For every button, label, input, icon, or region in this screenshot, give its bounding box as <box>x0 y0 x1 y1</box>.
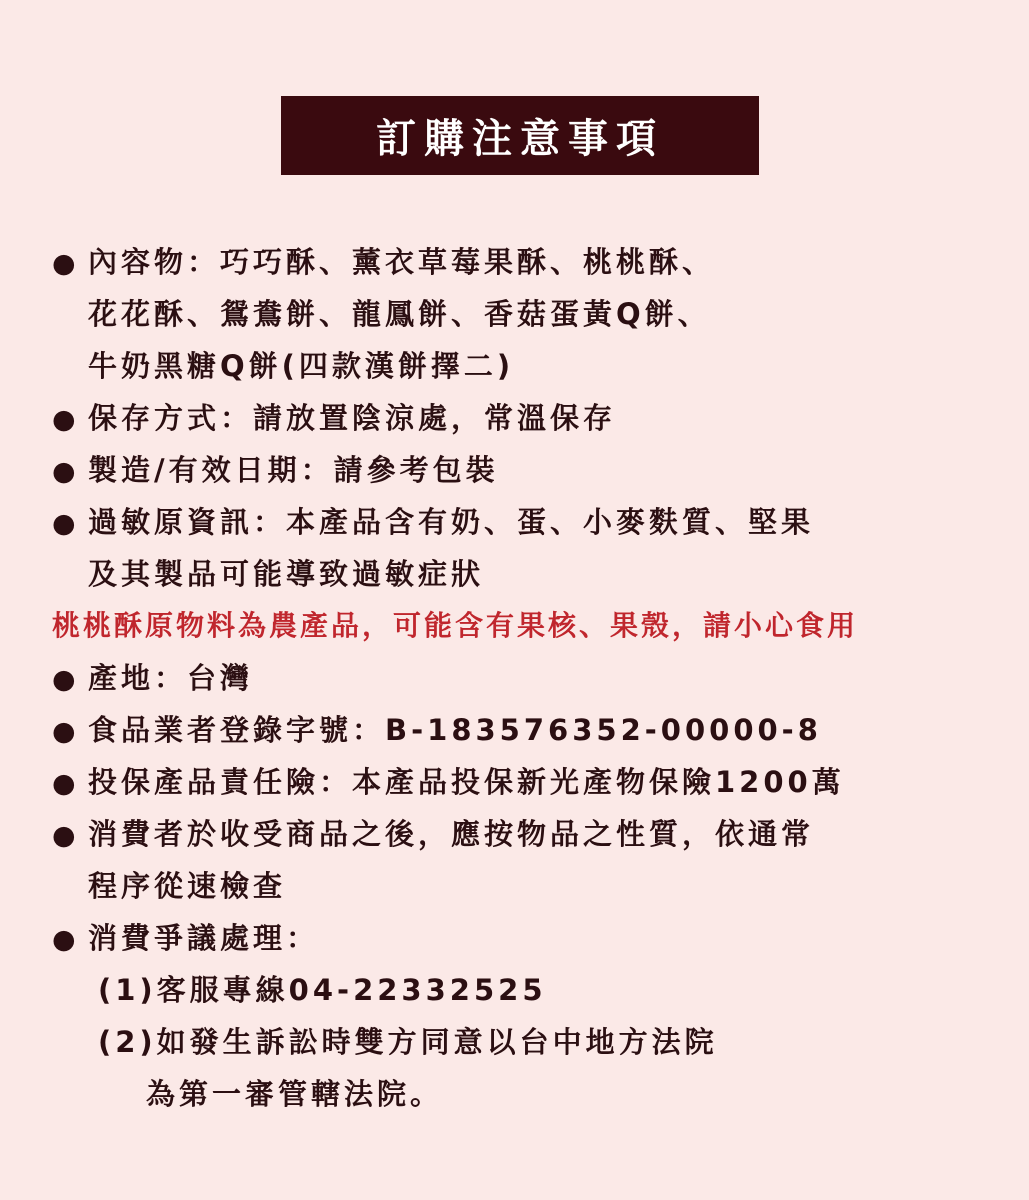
list-item-registration <box>52 704 1022 756</box>
bullet-icon: ● <box>52 768 76 799</box>
list-item-insurance <box>52 756 1022 808</box>
list-item-text: 消費者於收受商品之後，應按物品之性質，依通常 <box>88 817 815 851</box>
list-item-text: 製造/有效日期：請參考包裝 <box>88 453 499 487</box>
notice-list <box>52 236 1022 1120</box>
list-item-allergens <box>52 496 1022 548</box>
bullet-icon: ● <box>52 404 76 435</box>
bullet-icon: ● <box>52 456 76 487</box>
list-item-text: 投保產品責任險：本產品投保新光產物保險1200萬 <box>88 765 845 799</box>
list-item-text: 內容物：巧巧酥、薰衣草莓果酥、桃桃酥、 <box>88 245 716 279</box>
bullet-icon: ● <box>52 248 76 279</box>
bullet-icon: ● <box>52 924 76 955</box>
list-item-continuation: 花花酥、鴛鴦餅、龍鳳餅、香菇蛋黃Q餅、 <box>88 297 711 331</box>
list-item-text: 消費爭議處理： <box>88 921 320 955</box>
list-item-continuation: 牛奶黑糖Q餅(四款漢餅擇二) <box>88 349 515 383</box>
list-item-inspection <box>52 808 1022 860</box>
list-item-origin <box>52 652 1022 704</box>
list-item-continuation: 及其製品可能導致過敏症狀 <box>88 557 485 591</box>
list-item-disputes <box>52 912 1022 964</box>
bullet-icon: ● <box>52 716 76 747</box>
bullet-icon: ● <box>52 664 76 695</box>
list-item-storage <box>52 392 1022 444</box>
list-item-text: 過敏原資訊：本產品含有奶、蛋、小麥麩質、堅果 <box>88 505 815 539</box>
warning-text: 桃桃酥原物料為農產品，可能含有果核、果殼，請小心食用 <box>52 609 859 642</box>
sub-item-court: (2)如發生訴訟時雙方同意以台中地方法院 <box>98 1025 718 1059</box>
list-item-contents <box>52 236 1022 288</box>
page-title: 訂購注意事項 <box>281 96 759 175</box>
list-item-text: 保存方式：請放置陰涼處，常溫保存 <box>88 401 617 435</box>
list-item-text: 產地：台灣 <box>88 661 254 695</box>
list-item-text: 食品業者登錄字號：B-183576352-00000-8 <box>88 713 822 747</box>
bullet-icon: ● <box>52 508 76 539</box>
sub-item-hotline: (1)客服專線04-22332525 <box>98 973 547 1007</box>
list-item-continuation: 為第一審管轄法院。 <box>146 1077 444 1111</box>
list-item-continuation: 程序從速檢查 <box>88 869 287 903</box>
list-item-dates <box>52 444 1022 496</box>
bullet-icon: ● <box>52 820 76 851</box>
